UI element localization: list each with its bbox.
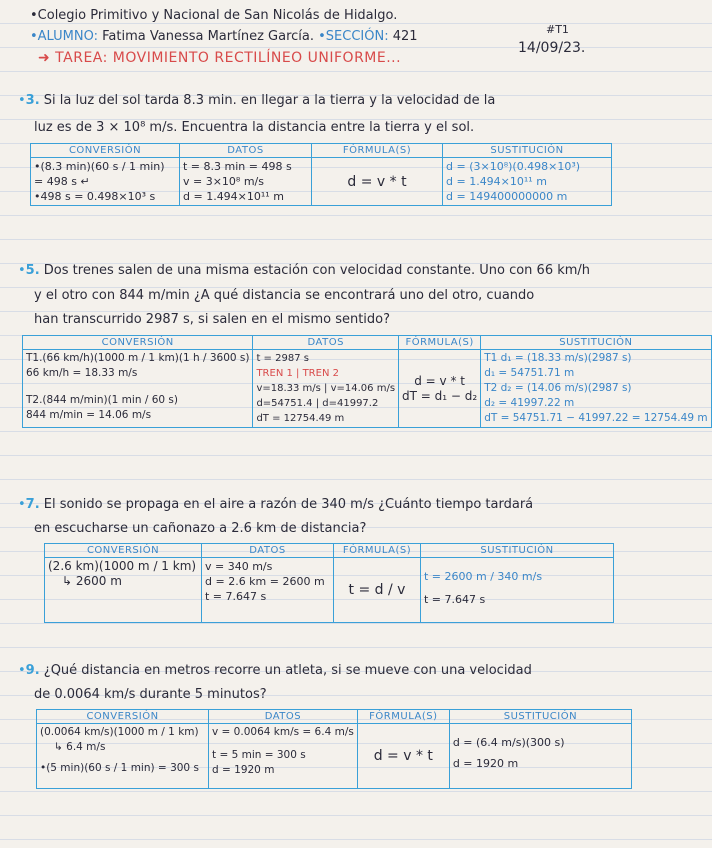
- col-sustitucion: SUSTITUCIÓN: [421, 544, 614, 558]
- student-line: [30, 29, 418, 45]
- problem-3-text: •3. Si la luz del sol tarda 8.3 min. en llegar a la tierra y la velocidad de la: [18, 93, 496, 108]
- col-formula: FÓRMULA(S): [312, 144, 443, 158]
- col-datos: DATOS: [180, 144, 312, 158]
- col-sustitucion: SUSTITUCIÓN: [449, 710, 631, 724]
- school-name: •Colegio Primitivo y Nacional de San Nicolás de Hidalgo.: [30, 8, 398, 23]
- datos-cell: t = 2987 s TREN 1 | TREN 2 v=18.33 m/s | v=14.06 m/s d=54751.4 | d=41997.2 dT = 12754.49 m: [253, 350, 399, 428]
- conversion-cell: T1.(66 km/h)(1000 m / 1 km)(1 h / 3600 s) 66 km/h = 18.33 m/s T2.(844 m/min)(1 min / 60 s) 844 m/min = 14.06 m/s: [23, 350, 253, 428]
- col-conversion: CONVERSIÓN: [37, 710, 209, 724]
- task-title: ➜ TAREA: MOVIMIENTO RECTILÍNEO UNIFORME...: [38, 50, 402, 66]
- problem-5-text: •5. Dos trenes salen de una misma estación con velocidad constante. Uno con 66 km/h: [18, 263, 591, 278]
- problem-5-text-3: han transcurrido 2987 s, si salen en el mismo sentido?: [34, 312, 391, 327]
- col-conversion: CONVERSIÓN: [31, 144, 180, 158]
- col-formula: FÓRMULA(S): [357, 710, 449, 724]
- problem-9-table: [36, 709, 632, 789]
- problem-7-table: [44, 543, 614, 623]
- col-sustitucion: SUSTITUCIÓN: [443, 144, 612, 158]
- student-label: •ALUMNO:: [30, 29, 98, 44]
- problem-5-table: [22, 335, 712, 428]
- conversion-cell: •(8.3 min)(60 s / 1 min) = 498 s ↵ •498 s = 0.498×10³ s: [31, 158, 180, 206]
- date: 14/09/23.: [518, 40, 586, 56]
- formula-cell: t = d / v: [334, 558, 421, 623]
- datos-cell: v = 0.0064 km/s = 6.4 m/s t = 5 min = 300 s d = 1920 m: [209, 724, 358, 789]
- col-formula: FÓRMULA(S): [399, 336, 481, 350]
- sustitucion-cell: t = 2600 m / 340 m/s t = 7.647 s: [421, 558, 614, 623]
- col-sustitucion: SUSTITUCIÓN: [481, 336, 711, 350]
- formula-cell: d = v * t: [312, 158, 443, 206]
- conversion-cell: (2.6 km)(1000 m / 1 km) ↳ 2600 m: [45, 558, 202, 623]
- conversion-cell: (0.0064 km/s)(1000 m / 1 km) ↳ 6.4 m/s •(5 min)(60 s / 1 min) = 300 s: [37, 724, 209, 789]
- problem-9-text-2: de 0.0064 km/s durante 5 minutos?: [34, 687, 267, 702]
- sustitucion-cell: T1 d₁ = (18.33 m/s)(2987 s) d₁ = 54751.71 m T2 d₂ = (14.06 m/s)(2987 s) d₂ = 41997.22 m dT = 54751.71 − 41997.22 = 12754.49 m: [481, 350, 711, 428]
- sustitucion-cell: d = (3×10⁸)(0.498×10³) d = 1.494×10¹¹ m d = 149400000000 m: [443, 158, 612, 206]
- col-datos: DATOS: [253, 336, 399, 350]
- col-datos: DATOS: [209, 710, 358, 724]
- problem-3-text-2: luz es de 3 × 10⁸ m/s. Encuentra la distancia entre la tierra y el sol.: [34, 120, 475, 135]
- hash-mark: #T1: [546, 23, 569, 36]
- problem-3-table: [30, 143, 612, 206]
- problem-9-text: •9. ¿Qué distancia en metros recorre un atleta, si se mueve con una velocidad: [18, 663, 532, 678]
- problem-7-text-2: en escucharse un cañonazo a 2.6 km de distancia?: [34, 521, 367, 536]
- student-name: Fatima Vanessa Martínez García.: [102, 29, 314, 44]
- sustitucion-cell: d = (6.4 m/s)(300 s) d = 1920 m: [449, 724, 631, 789]
- problem-5-text-2: y el otro con 844 m/min ¿A qué distancia se encontrará uno del otro, cuando: [34, 288, 535, 303]
- section-label: •SECCIÓN:: [318, 29, 389, 44]
- datos-cell: t = 8.3 min = 498 s v = 3×10⁸ m/s d = 1.494×10¹¹ m: [180, 158, 312, 206]
- formula-cell: d = v * t dT = d₁ − d₂: [399, 350, 481, 428]
- problem-7-text: •7. El sonido se propaga en el aire a razón de 340 m/s ¿Cuánto tiempo tardará: [18, 497, 534, 512]
- col-formula: FÓRMULA(S): [334, 544, 421, 558]
- datos-cell: v = 340 m/s d = 2.6 km = 2600 m t = 7.647 s: [202, 558, 334, 623]
- formula-cell: d = v * t: [357, 724, 449, 789]
- col-conversion: CONVERSIÓN: [23, 336, 253, 350]
- col-datos: DATOS: [202, 544, 334, 558]
- section-value: 421: [392, 29, 418, 44]
- col-conversion: CONVERSIÓN: [45, 544, 202, 558]
